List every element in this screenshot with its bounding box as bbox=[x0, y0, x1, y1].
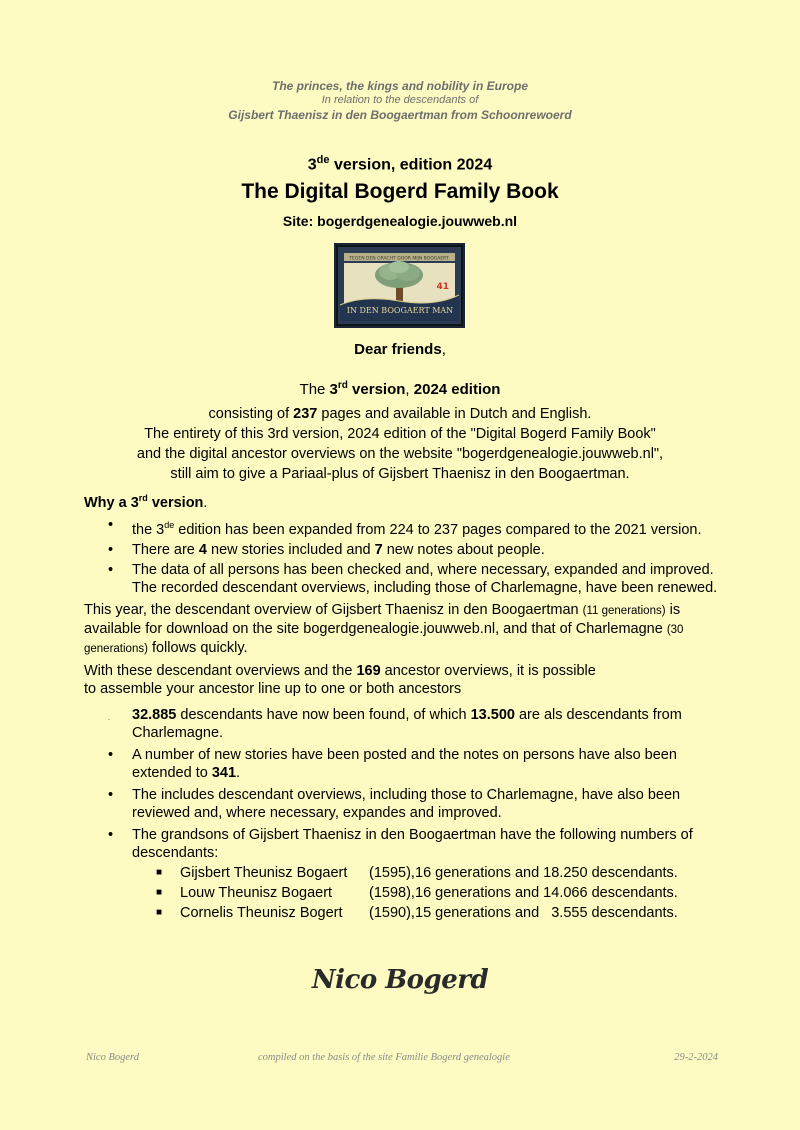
bullet-icon: • bbox=[108, 746, 114, 763]
list2-i3: The includes descendant overviews, including those to Charlemagne, have also been reviewed and, where necessary, expandes and improved. bbox=[132, 786, 681, 821]
version-subheading-suffix: rd bbox=[337, 380, 348, 391]
greeting-comma: , bbox=[441, 341, 446, 358]
footer-source: compiled on the basis of the site Familie Bogerd genealogie bbox=[258, 1052, 510, 1063]
para2-post: ancestor overviews, it is possible bbox=[380, 662, 596, 679]
descendants-count: 32.885 bbox=[132, 706, 177, 723]
para1-c: follows quickly. bbox=[147, 639, 248, 656]
why-heading-suffix: rd bbox=[138, 493, 148, 503]
version-subheading-word: version bbox=[347, 381, 406, 398]
version-subheading-edition: 2024 edition bbox=[413, 381, 501, 398]
header-line-3: Gijsbert Thaenisz in den Boogaertman from Schoonrewoerd bbox=[228, 108, 572, 122]
para2-line-1 bbox=[84, 662, 724, 680]
list-item bbox=[84, 541, 724, 559]
why-heading-dot: . bbox=[203, 494, 208, 511]
version-line bbox=[0, 154, 800, 174]
site-line: Site: bogerdgenealogie.jouwweb.nl bbox=[282, 213, 518, 229]
para1-b-small: (30 generations) bbox=[84, 623, 684, 655]
why-heading-post: version bbox=[147, 494, 204, 511]
list2-i1-mid: descendants have now been found, of which bbox=[176, 706, 471, 723]
why-item-3: The data of all persons has been checked and, where necessary, expanded and improved. The recorded descendant overviews, including those of Charlemagne, have been renewed. bbox=[132, 561, 718, 596]
version-subheading-sep: , bbox=[405, 381, 414, 398]
grandson-detail: 16 generations and 14.066 descendants. bbox=[415, 884, 678, 901]
summary-list bbox=[84, 706, 724, 862]
footer-author: Nico Bogerd bbox=[86, 1052, 139, 1063]
grandson-name: Louw Theunisz Bogaert bbox=[180, 884, 333, 901]
why-item-1-suffix: de bbox=[164, 519, 175, 530]
version-subheading-pre: The bbox=[299, 381, 330, 398]
why-list bbox=[84, 516, 724, 597]
bullet-icon: • bbox=[108, 826, 114, 843]
list2-i2-pre: A number of new stories have been posted and the notes on persons have also been extended to bbox=[132, 746, 677, 781]
why-item-2-pre: There are bbox=[132, 541, 199, 558]
intro-l1-post: pages and available in Dutch and English. bbox=[317, 406, 592, 422]
download-paragraph bbox=[84, 601, 724, 658]
para2-count: 169 bbox=[356, 662, 381, 679]
grandson-row bbox=[84, 884, 724, 902]
why-heading-pre: Why a 3 bbox=[84, 494, 139, 511]
page-header bbox=[0, 78, 800, 123]
grandson-detail: 16 generations and 18.250 descendants. bbox=[415, 864, 678, 881]
square-bullet-icon: ■ bbox=[156, 886, 163, 898]
main-body bbox=[84, 489, 724, 924]
list-item bbox=[84, 561, 724, 597]
bullet-icon: • bbox=[108, 786, 114, 803]
header-line-1: The princes, the kings and nobility in Europe bbox=[271, 79, 529, 93]
bullet-icon: • bbox=[108, 561, 114, 578]
list-item bbox=[84, 706, 724, 742]
version-suffix: de bbox=[316, 154, 330, 166]
version-subheading-number: 3 bbox=[329, 381, 338, 398]
para2-pre: With these descendant overviews and the bbox=[84, 662, 357, 679]
grandsons-list bbox=[84, 864, 724, 922]
version-text: version, edition 2024 bbox=[329, 156, 493, 174]
intro-paragraph bbox=[0, 404, 800, 484]
grandson-row bbox=[84, 904, 724, 922]
page-title: The Digital Bogerd Family Book bbox=[241, 180, 559, 203]
why-item-2-notes: 7 bbox=[374, 541, 383, 558]
grandson-name: Cornelis Theunisz Bogert bbox=[180, 904, 343, 921]
list2-i1-post: are als descendants from Charlemagne. bbox=[132, 706, 682, 741]
ancestor-paragraph bbox=[84, 662, 724, 698]
gable-stone-image bbox=[334, 243, 465, 328]
header-line-2: In relation to the descendants of bbox=[321, 94, 479, 106]
why-item-1-post: edition has been expanded from 224 to 237 pages compared to the 2021 version. bbox=[174, 521, 702, 538]
why-item-2-mid: new stories included and bbox=[206, 541, 375, 558]
why-item-2-stories: 4 bbox=[198, 541, 207, 558]
grandson-year: (1590), bbox=[369, 904, 415, 921]
bullet-icon: • bbox=[108, 541, 114, 558]
grandson-name: Gijsbert Theunisz Bogaert bbox=[180, 864, 348, 881]
intro-line-3: and the digital ancestor overviews on the website "bogerdgenealogie.jouwweb.nl", bbox=[136, 446, 664, 462]
small-bullet-icon: . bbox=[108, 714, 110, 722]
plaque-top-text: TEGEN DEN GRACHT DOOR MIJN BOOGAERT bbox=[349, 256, 449, 262]
list2-i2-post: . bbox=[236, 764, 241, 781]
charlemagne-count: 13.500 bbox=[470, 706, 515, 723]
notes-count: 341 bbox=[211, 764, 237, 781]
greeting-text: Dear friends bbox=[354, 341, 442, 358]
grandson-detail: 15 generations and 3.555 descendants. bbox=[415, 904, 678, 921]
intro-line-1 bbox=[0, 404, 800, 424]
greeting bbox=[0, 341, 800, 358]
intro-l1-pre: consisting of bbox=[208, 406, 294, 422]
list2-i4: The grandsons of Gijsbert Thaenisz in den Boogaertman have the following numbers of descendants: bbox=[132, 826, 693, 861]
footer-date: 29-2-2024 bbox=[674, 1052, 718, 1063]
intro-page-count: 237 bbox=[293, 406, 318, 422]
para1-a-small: (11 generations) bbox=[582, 604, 666, 617]
list-item bbox=[84, 516, 724, 539]
plaque-bottom-text: IN DEN BOOGAERT MAN bbox=[346, 306, 454, 315]
intro-line-4: still aim to give a Pariaal-plus of Gijsbert Thaenisz in den Boogaertman. bbox=[170, 466, 630, 482]
why-item-1-pre: the 3 bbox=[132, 521, 165, 538]
grandson-year: (1598), bbox=[369, 884, 415, 901]
version-number: 3 bbox=[307, 156, 317, 174]
para1-a: This year, the descendant overview of Gijsbert Thaenisz in den Boogaertman bbox=[84, 601, 583, 618]
grandson-row bbox=[84, 864, 724, 882]
square-bullet-icon: ■ bbox=[156, 866, 163, 878]
square-bullet-icon: ■ bbox=[156, 906, 163, 918]
gable-stone-illustration bbox=[334, 243, 465, 328]
para2-line-2: to assemble your ancestor line up to one or both ancestors bbox=[84, 680, 462, 697]
para1-b: is available for download on the site bogerdgenealogie.jouwweb.nl, and that of Charlemagne bbox=[84, 601, 681, 637]
why-heading bbox=[84, 489, 724, 512]
bullet-icon: • bbox=[108, 516, 114, 533]
why-item-2-post: new notes about people. bbox=[382, 541, 545, 558]
version-subheading bbox=[0, 380, 800, 398]
intro-line-2: The entirety of this 3rd version, 2024 edition of the "Digital Bogerd Family Book" bbox=[144, 426, 656, 442]
plaque-number: 41 bbox=[436, 282, 449, 292]
signature: Nico Bogerd bbox=[311, 965, 489, 995]
list-item bbox=[84, 746, 724, 782]
list-item bbox=[84, 786, 724, 822]
grandson-year: (1595), bbox=[369, 864, 415, 881]
list-item bbox=[84, 826, 724, 862]
